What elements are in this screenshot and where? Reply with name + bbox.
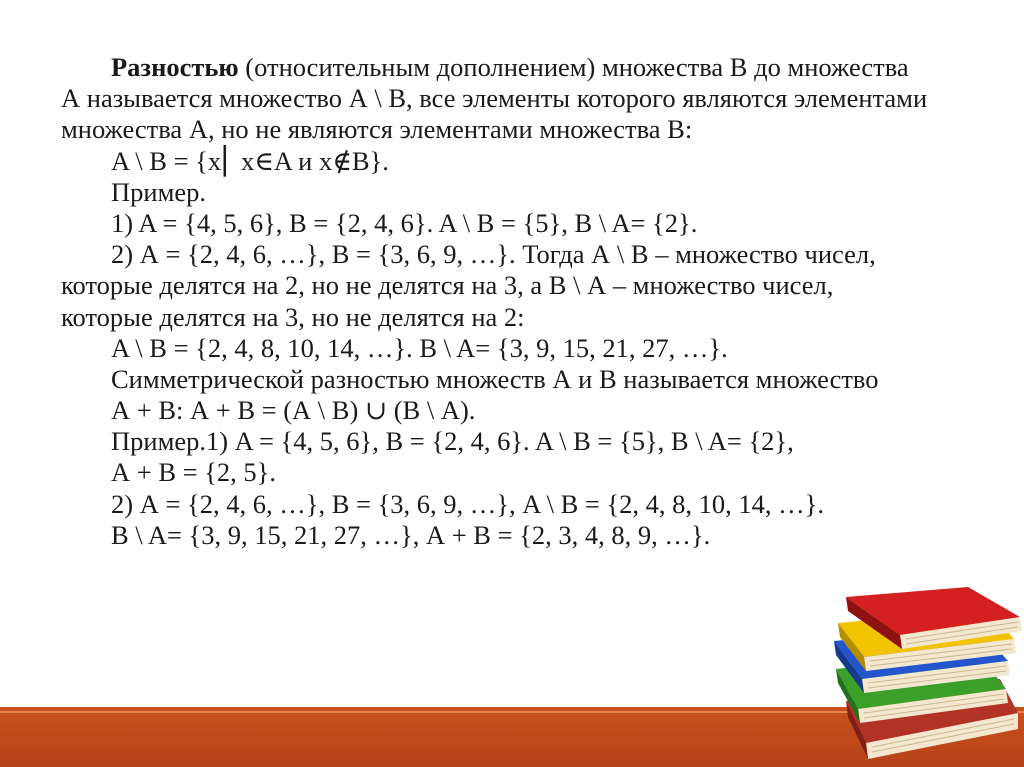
example-heading: Пример. xyxy=(111,176,206,207)
definition-line-1-rest: (относительным дополнением) множества B до множества xyxy=(238,52,909,82)
example-2-line-3: которые делятся на 3, но не делятся на 2: xyxy=(61,301,525,332)
symmetric-example-2-result: B \ A= {3, 9, 15, 21, 27, …}, А + В = {2, 3, 4, 8, 9, …}. xyxy=(111,519,711,550)
definition-line-1 xyxy=(61,52,996,83)
term-difference: Разностью xyxy=(111,52,239,82)
example-1: 1) A = {4, 5, 6}, B = {2, 4, 6}. A \ B = {5}, B \ A= {2}. xyxy=(111,207,698,238)
example-2-result: A \ B = {2, 4, 8, 10, 14, …}. B \ A= {3, 9, 15, 21, 27, …}. xyxy=(111,332,728,363)
definition-line-3: множества А, но не являются элементами множества В: xyxy=(61,114,693,145)
symmetric-example-1-result: А + В = {2, 5}. xyxy=(111,457,277,488)
slide-text xyxy=(61,52,996,551)
example-2-line-2: которые делятся на 2, но не делятся на 3, а В \ А – множество чисел, xyxy=(61,270,834,301)
example-2-line-1: 2) А = {2, 4, 6, …}, В = {3, 6, 9, …}. Тогда А \ В – множество чисел, xyxy=(111,239,876,270)
formula-difference: A \ B = {x⎜ x∈A и x∉B}. xyxy=(111,145,389,176)
definition-line-2: А называется множество А \ В, все элементы которого являются элементами xyxy=(61,83,928,114)
book-stack-icon xyxy=(828,583,1024,767)
symmetric-definition: Симметрической разностью множеств А и В называется множество xyxy=(111,363,879,394)
symmetric-formula: А + В: А + В = (А \ В) ∪ (В \ А). xyxy=(111,395,476,426)
symmetric-example-1: Пример.1) A = {4, 5, 6}, B = {2, 4, 6}. A \ B = {5}, B \ A= {2}, xyxy=(111,426,794,457)
symmetric-example-2: 2) А = {2, 4, 6, …}, В = {3, 6, 9, …}, A \ B = {2, 4, 8, 10, 14, …}. xyxy=(111,488,825,519)
